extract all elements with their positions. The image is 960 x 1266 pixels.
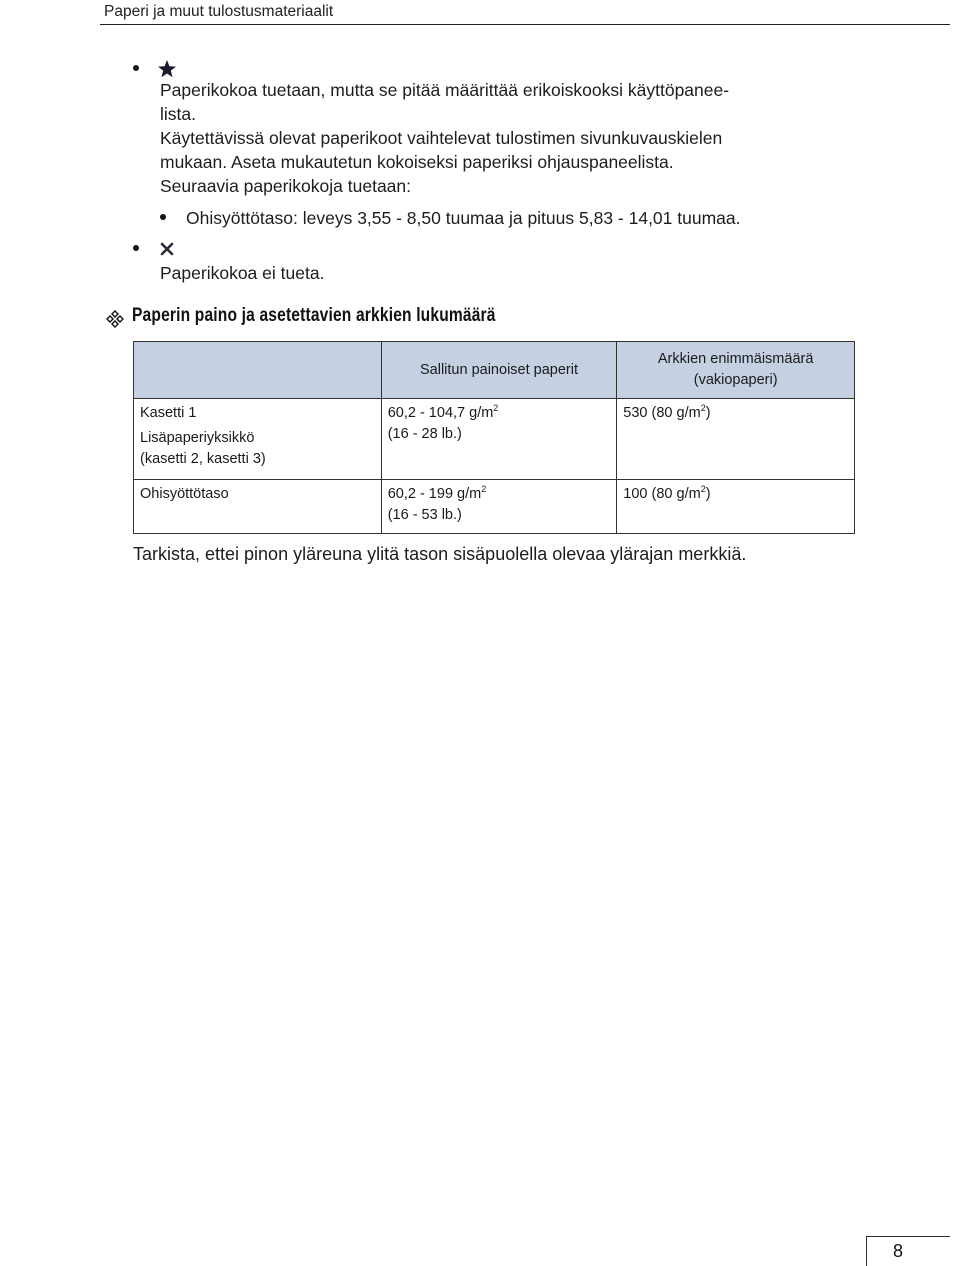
table-cell-max-sheets [617,399,855,480]
weight-superscript: 2 [493,403,499,414]
source-line: Lisäpaperiyksikkö [140,430,255,446]
diamond-bullet-icon [106,310,124,328]
supported-line-2: lista. [160,104,196,124]
table-cell-weight [381,480,617,534]
table-cell-source [134,399,382,480]
star-icon [157,59,177,79]
cross-icon [160,242,174,256]
table-header-source [134,342,382,399]
table-header-max-sheets [617,342,855,399]
weight-superscript: 2 [481,484,487,495]
table-cell-weight [381,399,617,480]
note-text: Tarkista, ettei pinon yläreuna ylitä tason sisäpuolella olevaa ylärajan merkkiä. [133,544,747,564]
max-superscript: 2 [700,484,706,495]
list-bullet [133,245,139,251]
table-row [134,480,855,534]
source-line: Kasetti 1 [140,405,197,421]
supported-line-5: Seuraavia paperikokoja tuetaan: [160,176,412,196]
weight-header-label: Sallitun painoiset paperit [420,361,578,378]
table-cell-source [134,480,382,534]
source-line: (kasetti 2, kasetti 3) [140,451,266,467]
max-sheets-header-line-1: Arkkien enimmäismäärä [657,351,814,367]
supported-line-1: Paperikokoa tuetaan, mutta se pitää määrittää erikoiskooksi käyttöpanee- [160,80,730,100]
running-header: Paperi ja muut tulostusmateriaalit [104,3,334,20]
max-value: 100 (80 g/m [623,486,701,502]
source-line: Ohisyöttötaso [140,486,229,502]
max-superscript: 2 [700,403,706,414]
footer-divider-vertical [866,1236,867,1266]
not-supported-text: Paperikokoa ei tueta. [160,263,325,283]
max-value-end: ) [705,486,711,502]
footer-divider [866,1236,950,1237]
max-sheets-header-line-2: (vakiopaperi) [693,372,778,388]
list-bullet [133,65,139,71]
supported-line-3: Käytettävissä olevat paperikoot vaihtelevat tulostimen sivunkuvauskielen [160,128,723,148]
supported-sub-item: Ohisyöttötaso: leveys 3,55 - 8,50 tuumaa ja pituus 5,83 - 14,01 tuumaa. [186,208,741,228]
section-heading: Paperin paino ja asetettavien arkkien lukumäärä [132,305,496,326]
weight-lb: (16 - 53 lb.) [387,507,462,523]
max-value-end: ) [705,405,711,421]
table-row [134,399,855,480]
weight-lb: (16 - 28 lb.) [387,426,462,442]
header-divider [100,24,950,25]
weight-value: 60,2 - 199 g/m [387,486,482,502]
table-cell-max-sheets [617,480,855,534]
supported-line-4: mukaan. Aseta mukautetun kokoiseksi paperiksi ohjauspaneelista. [160,152,674,172]
weight-value: 60,2 - 104,7 g/m [387,405,494,421]
table-header-weight [381,342,617,399]
max-value: 530 (80 g/m [623,405,701,421]
page-number: 8 [893,1241,904,1261]
paper-weight-table [133,341,855,534]
sub-list-bullet [160,214,166,220]
